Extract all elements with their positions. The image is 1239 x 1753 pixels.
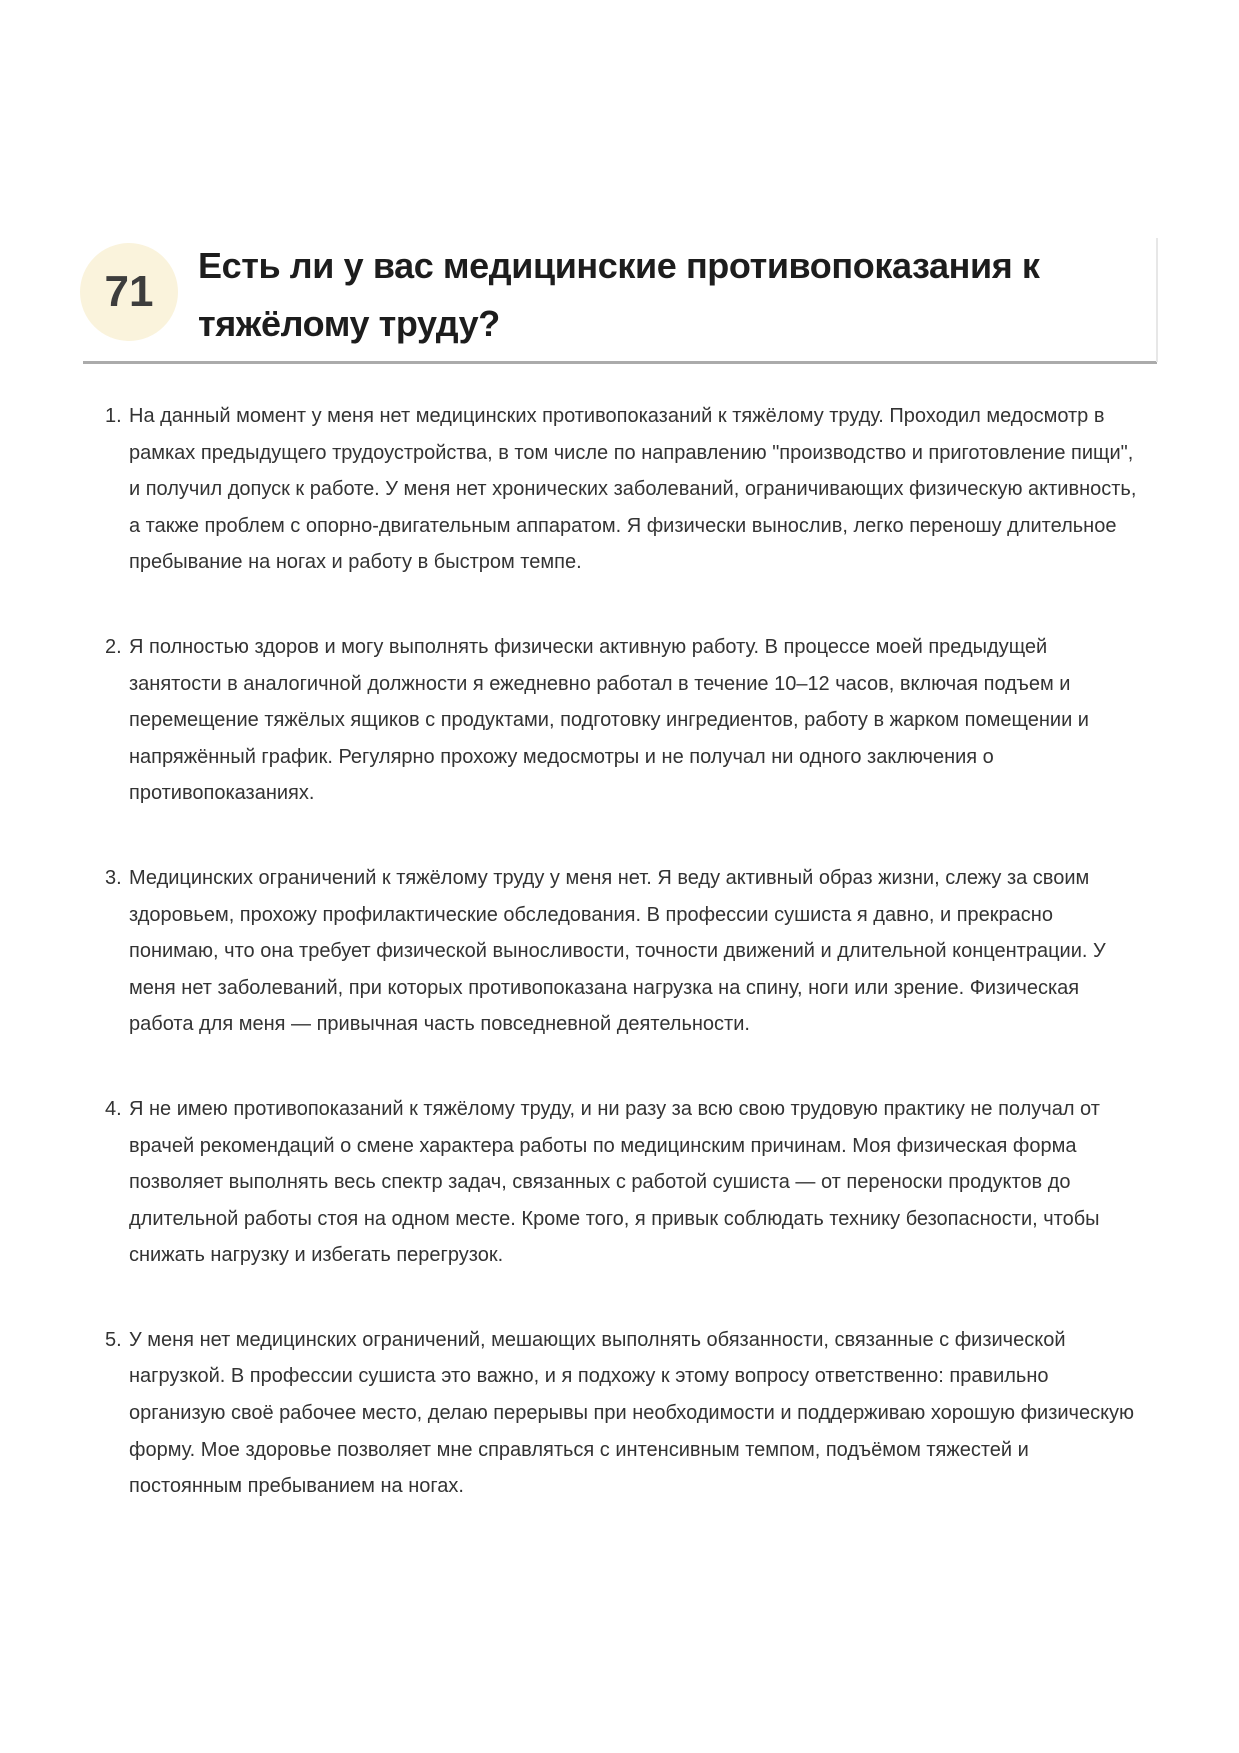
list-item-number: 1. (105, 405, 122, 427)
list-item-number: 3. (105, 866, 122, 889)
question-number: 71 (104, 267, 154, 316)
list-item-text: Я не имею противопоказаний к тяжёлому труду, и ни разу за всю свою трудовую практику не получал от врачей рекомендаций о смене характера работы по медицинским причинам. Моя физическая форма позволяет выполнять весь спектр задач, связанных с работой сушиста — от переноски продуктов до длительной работы стоя на одном месте. Кроме того, я привык соблюдать технику безопасности, чтобы снижать нагрузку и избегать перегрузок. (129, 1097, 1100, 1267)
list-item (105, 1322, 1137, 1505)
question-title: Есть ли у вас медицинские противопоказания к тяжёлому труду? (198, 245, 1040, 344)
list-item (105, 860, 1137, 1043)
list-item-text: Медицинских ограничений к тяжёлому труду у меня нет. Я веду активный образ жизни, слежу за своим здоровьем, прохожу профилактические обследования. В профессии сушиста я давно, и прекрасно понимаю, что она требует физической выносливости, точности движений и длительной концентрации. У меня нет заболеваний, при которых противопоказана нагрузка на спину, ноги или зрение. Физическая работа для меня — привычная часть повседневной деятельности. (129, 866, 1106, 1036)
list-item (105, 1091, 1137, 1274)
answers-list (105, 398, 1137, 1505)
list-item-number: 5. (105, 1328, 122, 1351)
list-item (105, 398, 1137, 581)
question-header (0, 0, 1239, 370)
list-item-text: У меня нет медицинских ограничений, мешающих выполнять обязанности, связанные с физической нагрузкой. В профессии сушиста это важно, и я подхожу к этому вопросу ответственно: правильно организую своё рабочее место, делаю перерывы при необходимости и поддерживаю хорошую физическую форму. Мое здоровье позволяет мне справляться с интенсивным темпом, подъёмом тяжестей и постоянным пребыванием на ногах. (129, 1328, 1135, 1498)
list-item (105, 629, 1137, 812)
list-item-number: 4. (105, 1097, 122, 1120)
right-edge-line (1156, 238, 1158, 362)
header-divider (83, 361, 1157, 364)
list-item-number: 2. (105, 635, 122, 658)
question-number-badge (80, 243, 178, 341)
list-item-text: На данный момент у меня нет медицинских противопоказаний к тяжёлому труду. Проходил медосмотр в рамках предыдущего трудоустройства, в том числе по направлению "производство и приготовление пищи", и получил допуск к работе. У меня нет хронических заболеваний, ограничивающих физическую активность, а также проблем с опорно-двигательным аппаратом. Я физически вынослив, легко переношу длительное пребывание на ногах и работу в быстром темпе. (129, 405, 1137, 574)
list-item-text: Я полностью здоров и могу выполнять физически активную работу. В процессе моей предыдущей занятости в аналогичной должности я ежедневно работал в течение 10–12 часов, включая подъем и перемещение тяжёлых ящиков с продуктами, подготовку ингредиентов, работу в жарком помещении и напряжённый график. Регулярно прохожу медосмотры и не получал ни одного заключения о противопоказаниях. (129, 635, 1089, 805)
